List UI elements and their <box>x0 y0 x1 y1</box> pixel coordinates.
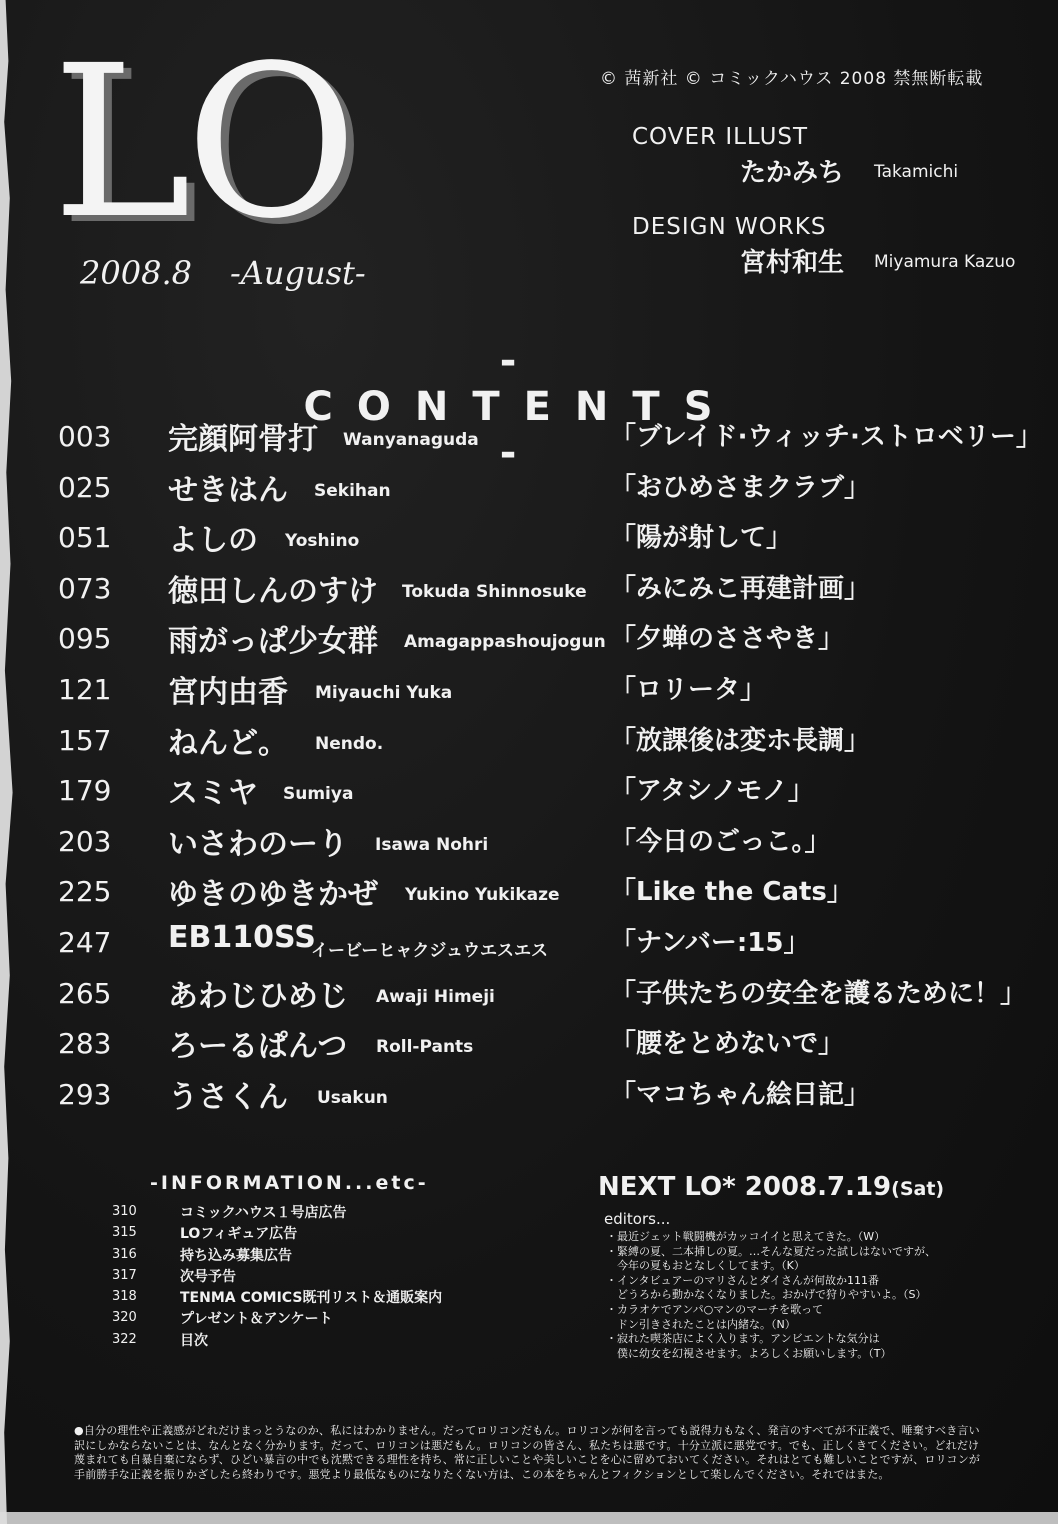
information-text: TENMA COMICS既刊リスト＆通販案内 <box>180 1290 443 1307</box>
toc-author-jp: せきはん <box>168 472 288 508</box>
toc-author-en: Tokuda Shinnosuke <box>402 581 587 602</box>
toc-author-en: Sumiya <box>283 784 354 805</box>
credit-role-design: DESIGN WORKS <box>632 214 827 240</box>
toc-row <box>58 971 1048 1022</box>
toc-page-number: 283 <box>58 1027 112 1061</box>
toc-author-en: Sekihan <box>314 480 391 501</box>
toc-author-jp: ねんど。 <box>168 725 288 761</box>
toc-author-en: イービーヒャクジュウエスエス <box>311 940 548 961</box>
toc-story-title: 「ナンバー:15」 <box>610 927 810 958</box>
toc-author-jp: スミヤ <box>168 776 258 812</box>
toc-author-jp: ろーるぱんつ <box>168 1029 348 1065</box>
table-of-contents <box>58 414 1048 1122</box>
toc-story-title: 「陽が射して」 <box>610 523 793 554</box>
toc-author-jp: 完顔阿骨打 <box>168 422 318 457</box>
toc-page-number: 293 <box>58 1077 112 1111</box>
toc-story-title: 「おひめさまクラブ」 <box>610 472 871 503</box>
toc-story-title: 「ブレイド·ウィッチ·ストロベリー」 <box>610 422 1042 452</box>
toc-story-title: 「ロリータ」 <box>610 674 767 705</box>
information-page-number: 318 <box>112 1289 137 1305</box>
editor-note-line: どうろから動かなくなりました。おかげで狩りやすいよ。（S） <box>606 1288 927 1302</box>
editor-note-line: ドン引きされたことは内緒な。（N） <box>606 1317 796 1331</box>
toc-author-jp: 雨がっぱ少女群 <box>168 624 378 660</box>
toc-row <box>58 869 1048 920</box>
toc-author-en: Yukino Yukikaze <box>405 885 560 906</box>
toc-page-number: 121 <box>58 672 112 706</box>
information-text: 目次 <box>180 1332 208 1349</box>
toc-row <box>58 1072 1048 1123</box>
toc-author-en: Awaji Himeji <box>376 986 495 1007</box>
toc-story-title: 「腰をとめないで」 <box>610 1029 845 1060</box>
credit-name-design-en: Miyamura Kazuo <box>874 252 1016 272</box>
toc-author-en: Amagappashoujogun <box>404 632 606 653</box>
information-page-number: 320 <box>112 1310 137 1326</box>
magazine-logo: LO <box>52 20 352 265</box>
next-issue <box>598 1172 944 1202</box>
toc-story-title: 「放課後は変ホ長調」 <box>610 725 871 756</box>
toc-author-jp: 宮内由香 <box>168 674 288 710</box>
toc-page-number: 203 <box>58 824 112 858</box>
toc-story-title: 「Like the Cats」 <box>610 877 853 908</box>
toc-author-en: Miyauchi Yuka <box>315 682 453 703</box>
toc-row <box>58 414 1048 465</box>
toc-row <box>58 920 1048 971</box>
toc-row <box>58 515 1048 566</box>
credit-name-cover-jp: たかみち <box>740 158 845 188</box>
editor-note-line: ・カラオケでアンパ○マンのマーチを歌って <box>606 1302 824 1316</box>
toc-page-number: 247 <box>58 925 112 959</box>
toc-row <box>58 819 1048 870</box>
next-issue-label: NEXT LO* 2008.7.19 <box>598 1172 892 1202</box>
next-issue-day: (Sat) <box>891 1178 945 1200</box>
copyright-line: © 茜新社 © コミックハウス 2008 禁無断転載 <box>600 69 984 89</box>
credit-name-design-jp: 宮村和生 <box>740 248 845 278</box>
toc-page-number: 179 <box>58 774 112 808</box>
editor-note-line: ・緊縛の夏、二本挿しの夏。…そんな夏だった試しはないですが、 <box>606 1244 936 1258</box>
footer-note: ●自分の理性や正義感がどれだけまっとうなのか、私にはわかりません。だってロリコンだもん。ロリコンが何を言っても説得力もなく、発言のすべてが不正義で、唾棄すべき言い訳にしかならないことは、なんとなく分かります。だって、ロリコンは悪だもん。ロリコンの皆さん、私たちは悪です。十分立派に悪党です。でも、正しくきてください。どれだけ蔑まれても自暴自棄にならず、ひどい暴言の中でも沈黙できる理性を持ち、常に正しいことや美しいことを心に留めておいてください。それはとても難しいことですが、ロリコンが手前勝手な正義を振りかざしたら終わりです。悪党より最低なものになりたくない方は、この本をちゃんとフィクションとして楽しんでください。それではまた。 <box>74 1424 981 1481</box>
information-page-number: 310 <box>112 1204 137 1219</box>
toc-story-title: 「みにみこ再建計画」 <box>610 573 871 604</box>
toc-row <box>58 566 1048 617</box>
toc-author-en: Yoshino <box>285 531 360 552</box>
information-text: 持ち込み募集広告 <box>180 1247 292 1264</box>
toc-author-jp: ゆきのゆきかぜ <box>168 877 378 913</box>
toc-page-number: 073 <box>58 571 112 605</box>
information-heading: -INFORMATION...etc- <box>150 1172 429 1194</box>
toc-row <box>58 465 1048 516</box>
toc-page-number: 157 <box>58 723 112 757</box>
information-text: コミックハウス１号店広告 <box>180 1205 347 1221</box>
information-text: LOフィギュア広告 <box>180 1226 298 1243</box>
editor-note-line: ・寂れた喫茶店によく入ります。アンビエントな気分は <box>606 1332 880 1346</box>
editors-heading: editors... <box>604 1210 671 1228</box>
information-page-number: 322 <box>112 1331 137 1347</box>
toc-author-en: Usakun <box>317 1087 388 1108</box>
issue-month: -August- <box>229 254 366 292</box>
toc-author-jp: いさわのーり <box>168 826 348 862</box>
toc-author-en: Roll-Pants <box>376 1037 474 1058</box>
information-page-number: 315 <box>112 1225 137 1241</box>
toc-story-title: 「夕蝉のささやき」 <box>610 624 845 655</box>
toc-story-title: 「子供たちの安全を護るために！」 <box>610 978 1027 1009</box>
toc-author-jp: うさくん <box>168 1079 288 1115</box>
toc-row <box>58 718 1048 769</box>
information-page-number: 316 <box>112 1246 137 1262</box>
toc-row <box>58 1021 1048 1072</box>
toc-story-title: 「今日のごっこ。」 <box>610 826 831 857</box>
toc-author-en: Wanyanaguda <box>343 430 479 450</box>
issue-number: 2008.8 <box>80 254 192 292</box>
toc-row <box>58 667 1048 718</box>
issue-date <box>80 254 366 292</box>
credit-name-cover-en: Takamichi <box>874 162 959 182</box>
toc-author-jp: あわじひめじ <box>168 978 348 1014</box>
bottom-edge <box>0 1512 1058 1524</box>
contents-heading: - CONTENTS - <box>303 338 737 476</box>
toc-page-number: 025 <box>58 470 112 504</box>
toc-author-jp: 徳田しんのすけ <box>168 573 378 609</box>
toc-row <box>58 616 1048 667</box>
editor-note-line: ・インタビュアーのマリさんとダイさんが何故か111番 <box>606 1273 880 1287</box>
toc-page-number: 225 <box>58 875 112 909</box>
toc-author-jp: よしの <box>168 523 258 559</box>
information-page-number: 317 <box>112 1267 137 1283</box>
toc-story-title: 「マコちゃん絵日記」 <box>610 1079 871 1110</box>
editors-notes <box>606 1230 1046 1361</box>
toc-author-en: Isawa Nohri <box>375 834 489 855</box>
toc-page-number: 095 <box>58 622 112 656</box>
information-text: 次号予告 <box>180 1268 236 1285</box>
toc-page-number: 051 <box>58 521 112 555</box>
toc-page-number: 003 <box>58 420 112 453</box>
toc-author-jp: EB110SS <box>168 919 316 955</box>
editor-note-line: 僕に幼女を幻視させます。よろしくお願いします。（T） <box>606 1346 892 1360</box>
toc-page-number: 265 <box>58 976 112 1010</box>
toc-row <box>58 768 1048 819</box>
credit-role-cover: COVER ILLUST <box>632 124 809 150</box>
toc-story-title: 「アタシノモノ」 <box>610 776 814 807</box>
editor-note-line: 今年の夏もおとなしくしてます。（K） <box>606 1259 805 1273</box>
toc-author-en: Nendo. <box>315 733 384 754</box>
information-text: プレゼント＆アンケート <box>180 1311 333 1328</box>
editor-note-line: ・最近ジェット戦闘機がカッコイイと思えてきた。（W） <box>606 1230 886 1243</box>
